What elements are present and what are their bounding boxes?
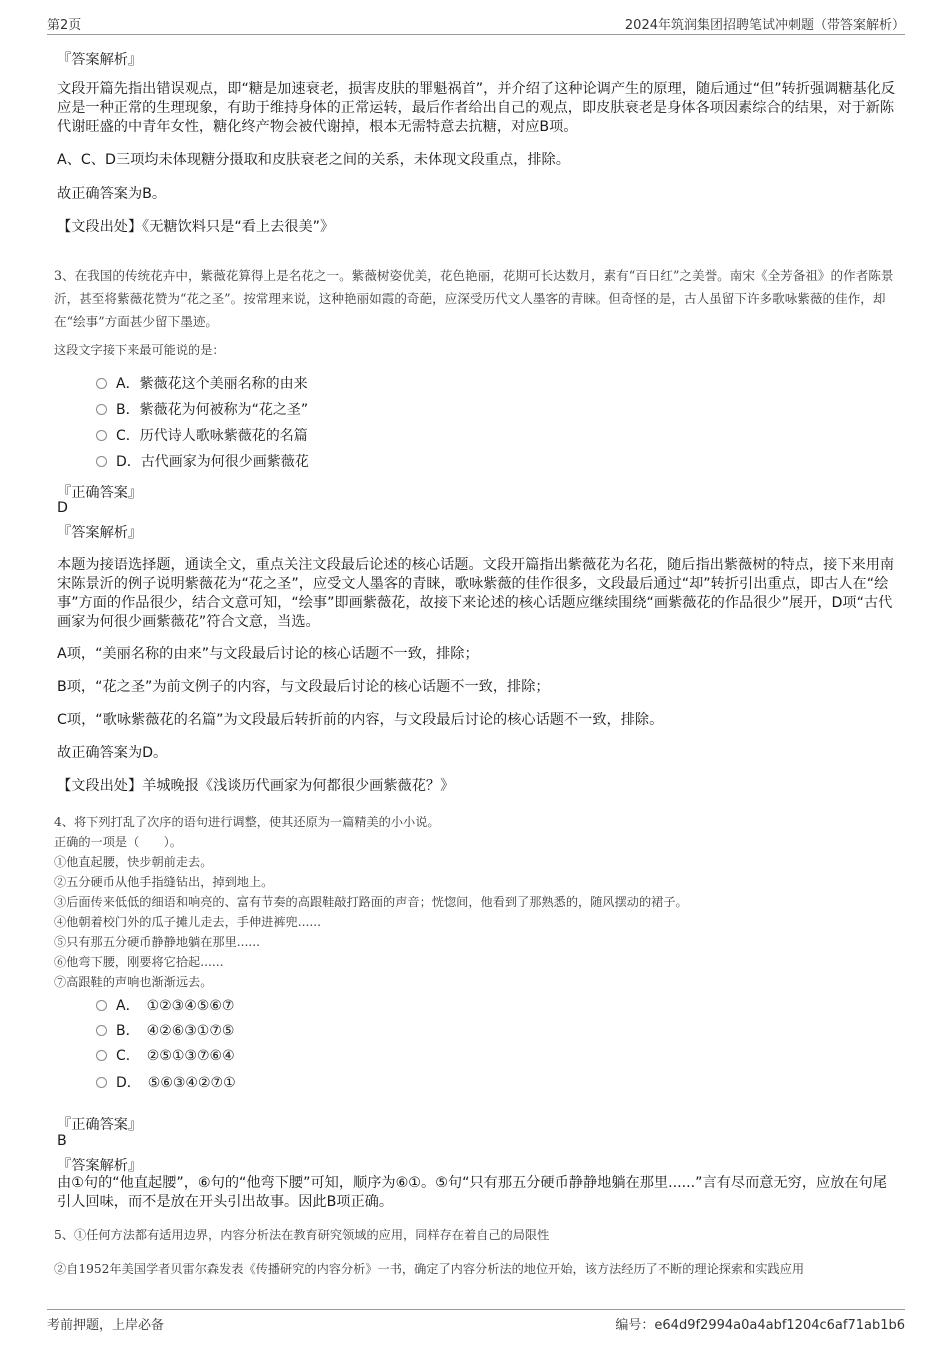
q3-analysis-text: 本题为接语选择题，通读全文，重点关注文段最后论述的核心话题。文段开篇指出紫薇花为名花，随后指出紫薇树的特点，接下来用南宋陈景沂的例子说明紫薇花为“花之圣”，应受文人墨客的青睐，歌咏紫薇的佳作很多，文段最后通过“却”转折引出重点，即古人在“绘事”方面的作品很少，结合文意可知，“绘事”即画紫薇花，故接下来论述的核心话题应继续围绕“画紫薇花的作品很少”展开，D项“古代画家为何很少画紫薇花”符合文意，当选。 [57,557,895,630]
q4-option-c[interactable]: C． ②⑤①③⑦⑥④ [96,1046,235,1066]
q3-stem: 3、在我国的传统花卉中，紫薇花算得上是名花之一。紫薇树姿优美，花色艳丽，花期可长达数月，素有“百日红”之美誉。南宋《全芳备祖》的作者陈景沂，甚至将紫薇花赞为“花之圣”。按常理来说，这种艳丽如霞的奇葩，应深受历代文人墨客的青睐。但奇怪的是，古人虽留下许多歌咏紫薇的佳作，却在“绘事”方面甚少留下墨迹。 [54,268,894,329]
q4-sentence-6: ⑥他弯下腰，刚要将它拾起...... [54,955,224,969]
footer-slogan: 考前押题，上岸必备 [47,1318,165,1333]
q4-option-a[interactable]: A． ①②③④⑤⑥⑦ [96,996,234,1016]
radio-icon[interactable] [96,456,107,467]
radio-icon[interactable] [96,1050,107,1061]
q4-analysis-text: 由①句的“他直起腰”，⑥句的“他弯下腰”可知，顺序为⑥①。⑤句“只有那五分硬币静静地躺在那里......”言有尽而意无穷，应放在句尾引人回味，而不是放在开头引出故事。因此B项正确。 [57,1175,887,1210]
q3-exclude-c: C项，“歌咏紫薇花的名篇”为文段最后转折前的内容，与文段最后讨论的核心话题不一致，排除。 [57,712,664,728]
document-title: 2024年筑润集团招聘笔试冲刺题（带答案解析） [624,18,905,33]
q3-exclude-a: A项，“美丽名称的由来”与文段最后讨论的核心话题不一致，排除； [57,646,479,662]
page-number: 第2页 [47,18,82,33]
page-header [47,12,905,35]
q4-option-b[interactable]: B． ④②⑥③①⑦⑤ [96,1021,234,1041]
radio-icon[interactable] [96,1025,107,1036]
page-footer [47,1309,905,1334]
q4-sentence-7: ⑦高跟鞋的声响也渐渐远去。 [54,975,213,989]
radio-icon[interactable] [96,404,107,415]
q3-option-d[interactable]: D．古代画家为何很少画紫薇花 [96,452,309,472]
radio-icon[interactable] [96,1077,107,1088]
q4-question: 正确的一项是（ ）。 [54,835,182,849]
q3-option-a[interactable]: A．紫薇花这个美丽名称的由来 [96,374,308,394]
q3-answer: D [57,500,68,516]
q4-stem: 4、将下列打乱了次序的语句进行调整，使其还原为一篇精美的小小说。 [54,815,440,829]
q3-analysis-title: 『答案解析』 [57,525,143,541]
q2-exclusion: A、C、D三项均未体现糖分摄取和皮肤衰老之间的关系，未体现文段重点，排除。 [57,152,570,168]
q5-line-1: 5、①任何方法都有适用边界，内容分析法在教育研究领域的应用，同样存在着自己的局限性 [54,1228,550,1242]
footer-serial: 编号：e64d9f2994a0a4abf1204c6af71ab1b6 [615,1318,905,1333]
q3-source: 【文段出处】羊城晚报《浅谈历代画家为何都很少画紫薇花？》 [57,778,455,794]
q4-sentence-2: ②五分硬币从他手指缝钻出，掉到地上。 [54,875,274,889]
radio-icon[interactable] [96,430,107,441]
q3-option-c[interactable]: C．历代诗人歌咏紫薇花的名篇 [96,426,308,446]
q5-line-2: ②自1952年美国学者贝雷尔森发表《传播研究的内容分析》一书，确定了内容分析法的地位开始，该方法经历了不断的理论探索和实践应用 [54,1262,805,1276]
q2-source: 【文段出处】《无糖饮料只是“看上去很美”》 [57,219,335,235]
q4-sentence-5: ⑤只有那五分硬币静静地躺在那里...... [54,935,261,949]
q3-conclusion: 故正确答案为D。 [57,745,168,761]
q3-option-b[interactable]: B．紫薇花为何被称为“花之圣” [96,400,308,420]
q4-sentence-4: ④他朝着校门外的瓜子摊儿走去，手伸进裤兜...... [54,915,321,929]
q4-answer-title: 『正确答案』 [57,1117,143,1133]
q4-analysis-title: 『答案解析』 [57,1158,143,1174]
q2-analysis-title: 『答案解析』 [57,52,143,68]
q4-answer: B [57,1133,67,1149]
q3-answer-title: 『正确答案』 [57,485,143,501]
q3-exclude-b: B项，“花之圣”为前文例子的内容，与文段最后讨论的核心话题不一致，排除； [57,679,550,695]
q2-conclusion: 故正确答案为B。 [57,186,167,202]
q4-option-d[interactable]: D． ⑤⑥③④②⑦① [96,1073,236,1093]
radio-icon[interactable] [96,1000,107,1011]
q4-sentence-3: ③后面传来低低的细语和响亮的、富有节奏的高跟鞋敲打路面的声音；恍惚间，他看到了那熟悉的，随风摆动的裙子。 [54,895,688,909]
q3-question: 这段文字接下来最可能说的是： [54,343,225,357]
radio-icon[interactable] [96,378,107,389]
q4-sentence-1: ①他直起腰，快步朝前走去。 [54,855,213,869]
q2-analysis-text: 文段开篇先指出错误观点，即“糖是加速衰老，损害皮肤的罪魁祸首”，并介绍了这种论调产生的原理，随后通过“但”转折强调糖基化反应是一种正常的生理现象，有助于维持身体的正常运转，最后作者给出自己的观点，即皮肤衰老是身体各项因素综合的结果，对于新陈代谢旺盛的中青年女性，糖化终产物会被代谢掉，根本无需特意去抗糖，对应B项。 [57,81,896,135]
